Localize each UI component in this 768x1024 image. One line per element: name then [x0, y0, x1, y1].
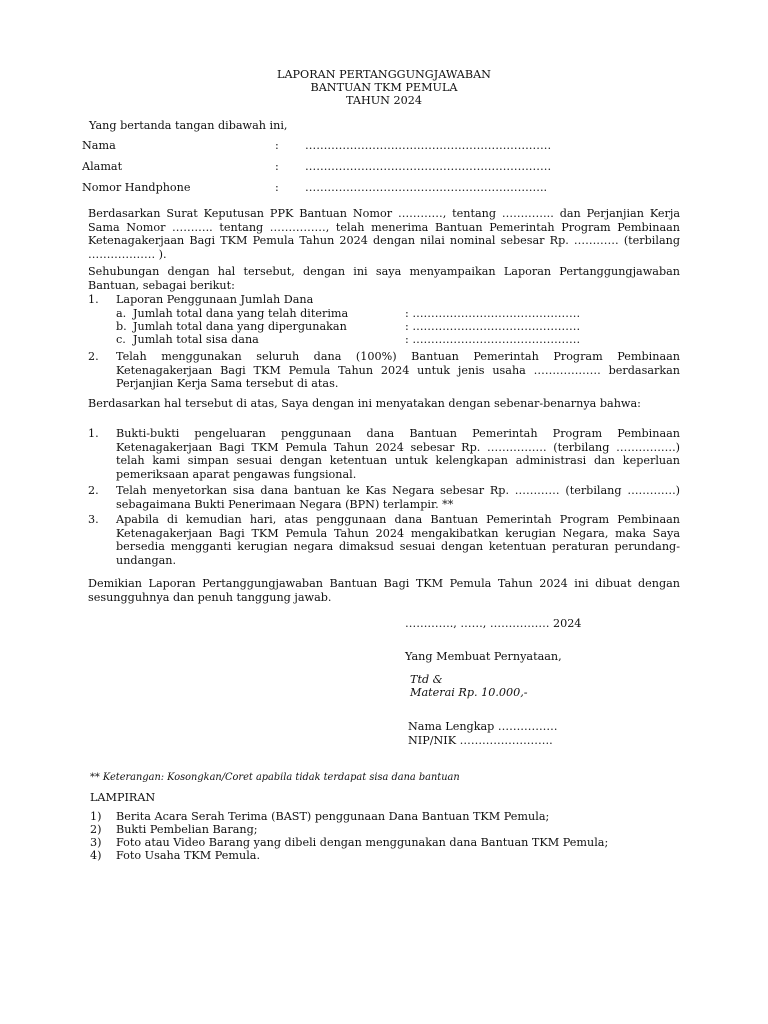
paragraph-decision: Berdasarkan Surat Keputusan PPK Bantuan Nomor …………, tentang ………….. dan Perjanjian Kerja Sama Nomor ……….. tentang ……………, telah menerima Bantuan Pemerintah Program Pembinaan Ketenagakerjaan Bagi TKM Pemula Tahun 2024 dengan nilai nominal sebesar Rp. ………… (terbilang ……………… ).: [88, 207, 680, 261]
subitem-value: : ………………………………………: [405, 320, 581, 333]
document-title-line-3: TAHUN 2024: [346, 94, 422, 107]
report-item-text: Laporan Penggunaan Jumlah Dana: [116, 293, 314, 306]
closing-paragraph: Demikian Laporan Pertanggungjawaban Bantuan Bagi TKM Pemula Tahun 2024 ini dibuat dengan sesungguhnya dan penuh tanggung jawab.: [88, 577, 680, 604]
subitem-letter: b.: [116, 320, 127, 333]
name-value: …………………………………………………………: [305, 139, 552, 152]
statement-text: Bukti-bukti pengeluaran penggunaan dana Bantuan Pemerintah Program Pembinaan Ketenagakerjaan Bagi TKM Pemula Tahun 2024 sebesar Rp. ……………. (terbilang …………….) telah kami simpan sesuai dengan ketentuan untuk kelengkapan administrasi dan keperluan pemeriksaan aparat pengawas fungsional.: [116, 427, 680, 481]
paragraph-statement-intro: Berdasarkan hal tersebut di atas, Saya dengan ini menyatakan dengan sebenar-benarnya bahwa:: [88, 397, 641, 410]
statement-number: 1.: [88, 427, 99, 440]
phone-label: Nomor Handphone: [82, 181, 191, 194]
place-date: …………., ……, ……………. 2024: [405, 617, 582, 630]
name-colon: :: [275, 139, 279, 152]
stamp-duty-note: Materai Rp. 10.000,-: [410, 686, 528, 699]
address-colon: :: [275, 160, 279, 173]
subitem-letter: c.: [116, 333, 126, 346]
footnote: ** Keterangan: Kosongkan/Coret apabila tidak terdapat sisa dana bantuan: [90, 772, 460, 783]
attachment-item: Foto atau Video Barang yang dibeli dengan menggunakan dana Bantuan TKM Pemula;: [116, 836, 609, 849]
statement-text: Apabila di kemudian hari, atas penggunaan dana Bantuan Pemerintah Program Pembinaan Ketenagakerjaan Bagi TKM Pemula Tahun 2024 mengakibatkan kerugian Negara, maka Saya bersedia mengganti kerugian negara dimaksud sesuai dengan ketentuan peraturan perundang-undangan.: [116, 513, 680, 567]
document-title-line-1: LAPORAN PERTANGGUNGJAWABAN: [277, 68, 491, 81]
subitem-label: Jumlah total sisa dana: [133, 333, 259, 346]
subitem-value: : ………………………………………: [405, 307, 581, 320]
report-item-text: Telah menggunakan seluruh dana (100%) Bantuan Pemerintah Program Pembinaan Ketenagakerjaan Bagi TKM Pemula Tahun 2024 untuk jenis usaha ……………… berdasarkan Perjanjian Kerja Sama tersebut di atas.: [116, 350, 680, 391]
attachment-number: 4): [90, 849, 102, 862]
attachment-number: 1): [90, 810, 102, 823]
attachment-item: Berita Acara Serah Terima (BAST) penggunaan Dana Bantuan TKM Pemula;: [116, 810, 550, 823]
attachment-item: Bukti Pembelian Barang;: [116, 823, 258, 836]
subitem-letter: a.: [116, 307, 127, 320]
intro-text: Yang bertanda tangan dibawah ini,: [89, 119, 288, 132]
full-name-field: Nama Lengkap …………….: [408, 720, 558, 733]
attachment-number: 3): [90, 836, 102, 849]
nip-nik-field: NIP/NIK …………………….: [408, 734, 553, 747]
report-item-number: 1.: [88, 293, 99, 306]
phone-colon: :: [275, 181, 279, 194]
subitem-label: Jumlah total dana yang telah diterima: [133, 307, 349, 320]
subitem-value: : ………………………………………: [405, 333, 581, 346]
address-value: …………………………………………………………: [305, 160, 552, 173]
address-label: Alamat: [82, 160, 123, 173]
subitem-label: Jumlah total dana yang dipergunakan: [133, 320, 347, 333]
phone-value: ………………………………………………………..: [305, 181, 548, 194]
name-label: Nama: [82, 139, 116, 152]
maker-label: Yang Membuat Pernyataan,: [405, 650, 562, 663]
statement-number: 3.: [88, 513, 99, 526]
attachment-number: 2): [90, 823, 102, 836]
report-item-number: 2.: [88, 350, 99, 363]
signature-ttd: Ttd &: [410, 673, 443, 686]
attachments-heading: LAMPIRAN: [90, 791, 156, 804]
statement-number: 2.: [88, 484, 99, 497]
attachment-item: Foto Usaha TKM Pemula.: [116, 849, 261, 862]
paragraph-report-intro: Sehubungan dengan hal tersebut, dengan ini saya menyampaikan Laporan Pertanggungjawaban Bantuan, sebagai berikut:: [88, 265, 680, 292]
statement-text: Telah menyetorkan sisa dana bantuan ke Kas Negara sebesar Rp. ………… (terbilang ………….) sebagaimana Bukti Penerimaan Negara (BPN) terlampir. **: [116, 484, 680, 511]
document-title-line-2: BANTUAN TKM PEMULA: [310, 81, 458, 94]
